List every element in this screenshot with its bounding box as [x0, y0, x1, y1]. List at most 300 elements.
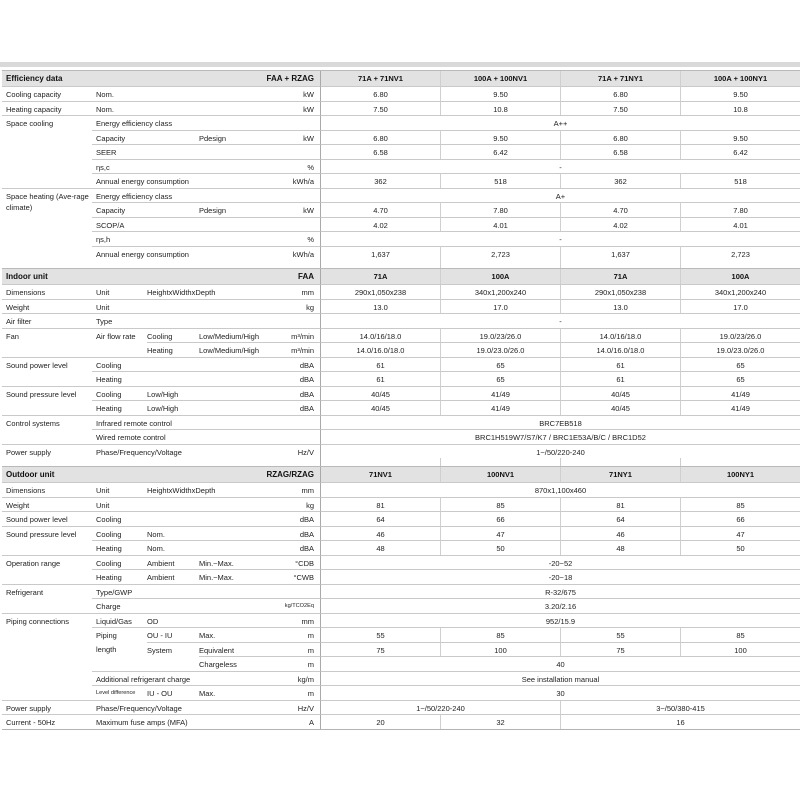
- row-label: Refrigerant: [2, 584, 92, 599]
- row-label: SCOP/A: [92, 217, 262, 232]
- value-cell: 19.0/23/26.0: [440, 328, 560, 343]
- row-label: Phase/Frequency/Voltage: [92, 444, 262, 459]
- row-label: HeightxWidthxDepth: [147, 284, 262, 299]
- column-header: 100A: [680, 269, 800, 284]
- section-header-left: [2, 71, 320, 86]
- row-label: Power supply: [2, 700, 92, 715]
- row-label: Infrared remote control: [92, 415, 262, 430]
- row-label: [2, 671, 92, 686]
- value-cell: 870x1,100x460: [320, 482, 800, 497]
- value-cell: 6.80: [560, 86, 680, 101]
- row-label: Equivalent: [199, 642, 262, 657]
- value-cell: 4.02: [560, 217, 680, 232]
- value-cell: 55: [560, 627, 680, 642]
- value-cell: 6.42: [680, 144, 800, 159]
- top-divider-band: [0, 62, 800, 67]
- row-label: Nom.: [92, 86, 262, 101]
- value-cell: 9.50: [440, 130, 560, 145]
- gap-left: [2, 458, 320, 466]
- section-title: Indoor unit: [6, 272, 48, 281]
- table-row: [2, 598, 800, 613]
- row-label: Heating: [92, 540, 147, 555]
- unit-label: mm: [262, 482, 320, 497]
- row-label: Nom.: [92, 101, 262, 116]
- value-cell: 40: [320, 656, 800, 671]
- value-cell: 40/45: [320, 386, 440, 401]
- table-row: [2, 144, 800, 159]
- value-cell: 10.8: [440, 101, 560, 116]
- value-cell: 4.70: [320, 202, 440, 217]
- table-row: [2, 130, 800, 145]
- value-cell: 6.42: [440, 144, 560, 159]
- unit-label: [262, 217, 320, 232]
- row-label: Phase/Frequency/Voltage: [92, 700, 262, 715]
- row-label: Ambient: [147, 569, 199, 584]
- row-label: IU - OU: [147, 685, 199, 700]
- value-cell: 100: [440, 642, 560, 657]
- row-label: Level difference: [92, 685, 147, 700]
- column-header: 71NV1: [320, 467, 440, 482]
- value-cell: 6.58: [560, 144, 680, 159]
- row-label: Heating: [92, 569, 147, 584]
- row-label: [2, 246, 92, 261]
- value-cell: -: [320, 159, 800, 174]
- row-label: [2, 144, 92, 159]
- row-label: [2, 642, 92, 657]
- unit-label: dBA: [262, 400, 320, 415]
- row-label: Low/High: [147, 400, 262, 415]
- value-cell: 518: [440, 173, 560, 188]
- row-label: Capacity: [92, 202, 199, 217]
- row-label: OU - IU: [147, 627, 199, 642]
- table-row: [2, 555, 800, 570]
- value-cell: 55: [320, 627, 440, 642]
- row-label: Heating capacity: [2, 101, 92, 116]
- table-row: [2, 415, 800, 430]
- column-header: 100NY1: [680, 467, 800, 482]
- row-label: [2, 569, 92, 584]
- table-row: [2, 342, 800, 357]
- value-cell: 48: [320, 540, 440, 555]
- column-header: 100NV1: [440, 467, 560, 482]
- row-label: Sound pressure level: [2, 386, 92, 401]
- unit-label: [262, 115, 320, 130]
- table-row: [2, 429, 800, 444]
- section-header-row: [2, 466, 800, 482]
- value-cell: 46: [560, 526, 680, 541]
- row-label: [2, 429, 92, 444]
- row-label: [2, 231, 92, 246]
- unit-label: Hz/V: [262, 444, 320, 459]
- row-label: Control systems: [2, 415, 92, 430]
- unit-label: m: [262, 685, 320, 700]
- value-cell: 1~/50/220-240: [320, 700, 560, 715]
- value-cell: BRC7EB518: [320, 415, 800, 430]
- value-cell: 17.0: [680, 299, 800, 314]
- row-label: System: [147, 642, 199, 657]
- value-cell: 290x1,050x238: [320, 284, 440, 299]
- value-cell: 100: [680, 642, 800, 657]
- value-cell: 6.80: [320, 130, 440, 145]
- row-label: [2, 627, 92, 642]
- value-cell: 61: [560, 371, 680, 386]
- unit-label: [262, 415, 320, 430]
- value-cell: 65: [440, 357, 560, 372]
- value-cell: 362: [320, 173, 440, 188]
- unit-label: %: [262, 231, 320, 246]
- row-label: Air filter: [2, 313, 92, 328]
- unit-label: A: [262, 714, 320, 729]
- table-row: [2, 159, 800, 174]
- value-cell: 20: [320, 714, 440, 729]
- row-label: Pdesign: [199, 130, 262, 145]
- row-label: [92, 342, 147, 357]
- unit-label: [262, 144, 320, 159]
- row-label: Cooling capacity: [2, 86, 92, 101]
- value-cell: 362: [560, 173, 680, 188]
- row-label: [2, 342, 92, 357]
- value-cell: 4.70: [560, 202, 680, 217]
- value-cell: 4.02: [320, 217, 440, 232]
- unit-label: %: [262, 159, 320, 174]
- value-cell: 9.50: [680, 86, 800, 101]
- table-row: [2, 642, 800, 657]
- table-row: [2, 584, 800, 599]
- value-cell: -20~52: [320, 555, 800, 570]
- row-label: [2, 130, 92, 145]
- value-cell: 17.0: [440, 299, 560, 314]
- value-cell: 61: [320, 371, 440, 386]
- row-label: [2, 400, 92, 415]
- value-cell: 48: [560, 540, 680, 555]
- value-cell: R-32/675: [320, 584, 800, 599]
- value-cell: 290x1,050x238: [560, 284, 680, 299]
- unit-label: kg: [262, 497, 320, 512]
- value-cell: 61: [560, 357, 680, 372]
- table-row: [2, 714, 800, 729]
- column-header: 71A: [320, 269, 440, 284]
- value-cell: 4.01: [440, 217, 560, 232]
- unit-label: [262, 313, 320, 328]
- row-label: Ambient: [147, 555, 199, 570]
- section-model-label: FAA + RZAG: [266, 74, 314, 83]
- row-label: Weight: [2, 299, 92, 314]
- row-label: Sound pressure level: [2, 526, 92, 541]
- row-label: Sound power level: [2, 357, 92, 372]
- row-label: Unit: [92, 299, 262, 314]
- value-cell: 19.0/23/26.0: [680, 328, 800, 343]
- spec-table: [2, 70, 800, 730]
- value-cell: A+: [320, 188, 800, 203]
- value-cell: 32: [440, 714, 560, 729]
- row-label: Cooling: [92, 511, 262, 526]
- value-cell: 81: [320, 497, 440, 512]
- gap-cell: [440, 260, 560, 268]
- column-header: 100A + 100NV1: [440, 71, 560, 86]
- table-row: [2, 540, 800, 555]
- value-cell: 64: [320, 511, 440, 526]
- section-header-left: [2, 467, 320, 482]
- row-label: Air flow rate: [92, 328, 147, 343]
- unit-label: kW: [262, 101, 320, 116]
- row-label: Energy efficiency class: [92, 115, 262, 130]
- row-label: Max.: [199, 627, 262, 642]
- value-cell: 14.0/16/18.0: [560, 328, 680, 343]
- value-cell: 1,637: [560, 246, 680, 261]
- table-row: [2, 173, 800, 188]
- value-cell: 9.50: [680, 130, 800, 145]
- table-row: [2, 371, 800, 386]
- row-label: [2, 173, 92, 188]
- row-label: Nom.: [147, 526, 262, 541]
- table-row: [2, 627, 800, 642]
- row-label: length: [96, 644, 117, 654]
- value-cell: 30: [320, 685, 800, 700]
- table-row: [2, 482, 800, 497]
- row-label: SEER: [92, 144, 262, 159]
- table-row: [2, 357, 800, 372]
- value-cell: 85: [680, 627, 800, 642]
- table-row: [2, 101, 800, 116]
- value-cell: 40/45: [320, 400, 440, 415]
- value-cell: 41/49: [680, 400, 800, 415]
- row-label: Max.: [199, 685, 262, 700]
- row-label: Capacity: [92, 130, 199, 145]
- row-label: OD: [147, 613, 262, 628]
- row-label: Heating: [92, 371, 262, 386]
- row-label: [2, 217, 92, 232]
- section-gap: [2, 260, 800, 268]
- table-row: [2, 444, 800, 459]
- row-label: Current - 50Hz: [2, 714, 92, 729]
- table-row: [2, 284, 800, 299]
- row-label: Energy efficiency class: [92, 188, 262, 203]
- value-cell: 19.0/23.0/26.0: [440, 342, 560, 357]
- value-cell: 14.0/16.0/18.0: [320, 342, 440, 357]
- table-row: [2, 656, 800, 671]
- value-cell: 41/49: [440, 400, 560, 415]
- row-label: Dimensions: [2, 284, 92, 299]
- value-cell: 64: [560, 511, 680, 526]
- unit-label: m: [262, 656, 320, 671]
- row-label: ηs,h: [92, 231, 262, 246]
- unit-label: kW: [262, 202, 320, 217]
- unit-label: dBA: [262, 526, 320, 541]
- gap-cell: [320, 458, 440, 466]
- value-cell: 46: [320, 526, 440, 541]
- value-cell: -20~18: [320, 569, 800, 584]
- row-label: Wired remote control: [92, 429, 262, 444]
- value-cell: 13.0: [560, 299, 680, 314]
- value-cell: -: [320, 313, 800, 328]
- row-label: Type: [92, 313, 262, 328]
- gap-left: [2, 260, 320, 268]
- value-cell: 2,723: [440, 246, 560, 261]
- value-cell: 10.8: [680, 101, 800, 116]
- row-label: [2, 159, 92, 174]
- unit-label: dBA: [262, 511, 320, 526]
- unit-label: kg/m: [262, 671, 320, 686]
- value-cell: 3.20/2.16: [320, 598, 800, 613]
- value-cell: 1~/50/220-240: [320, 444, 800, 459]
- value-cell: 75: [560, 642, 680, 657]
- value-cell: 7.80: [680, 202, 800, 217]
- value-cell: 85: [680, 497, 800, 512]
- row-label: Pdesign: [199, 202, 262, 217]
- row-label: Additional refrigerant charge: [92, 671, 262, 686]
- row-label: [2, 598, 92, 613]
- row-label: Cooling: [147, 328, 199, 343]
- row-label: [2, 202, 92, 217]
- section-title: Outdoor unit: [6, 470, 55, 479]
- table-row: [2, 299, 800, 314]
- row-label: Nom.: [147, 540, 262, 555]
- row-label: [92, 656, 147, 671]
- value-cell: 7.80: [440, 202, 560, 217]
- row-label: Dimensions: [2, 482, 92, 497]
- value-cell: 85: [440, 627, 560, 642]
- section-header-left: [2, 269, 320, 284]
- row-label: [2, 685, 92, 700]
- row-label: Space heating (Ave-rage climate): [2, 188, 92, 203]
- row-label: Operation range: [2, 555, 92, 570]
- row-label: [2, 656, 92, 671]
- table-row: [2, 526, 800, 541]
- value-cell: 40/45: [560, 400, 680, 415]
- value-cell: See installation manual: [320, 671, 800, 686]
- value-cell: 6.58: [320, 144, 440, 159]
- row-label: Charge: [92, 598, 262, 613]
- unit-label: °CDB: [262, 555, 320, 570]
- row-label: Unit: [92, 284, 147, 299]
- table-row: [2, 328, 800, 343]
- column-header: 71A + 71NV1: [320, 71, 440, 86]
- row-label: Unit: [92, 482, 147, 497]
- table-row: [2, 497, 800, 512]
- value-cell: 50: [440, 540, 560, 555]
- value-cell: BRC1H519W7/S7/K7 / BRC1E53A/B/C / BRC1D52: [320, 429, 800, 444]
- table-row: [2, 511, 800, 526]
- gap-cell: [320, 260, 440, 268]
- value-cell: 47: [440, 526, 560, 541]
- value-cell: -: [320, 231, 800, 246]
- gap-cell: [560, 458, 680, 466]
- row-label: Maximum fuse amps (MFA): [92, 714, 262, 729]
- row-label: Sound power level: [2, 511, 92, 526]
- row-label: Min.~Max.: [199, 569, 262, 584]
- table-row: [2, 217, 800, 232]
- value-cell: 1,637: [320, 246, 440, 261]
- value-cell: 16: [560, 714, 800, 729]
- value-cell: 952/15.9: [320, 613, 800, 628]
- value-cell: 340x1,200x240: [440, 284, 560, 299]
- row-label: Cooling: [92, 555, 147, 570]
- table-row: [2, 115, 800, 130]
- unit-label: dBA: [262, 357, 320, 372]
- unit-label: kW: [262, 130, 320, 145]
- row-label: Low/Medium/High: [199, 342, 262, 357]
- unit-label: mm: [262, 613, 320, 628]
- table-row: [2, 386, 800, 401]
- unit-label: kg/TCO2Eq: [262, 598, 320, 613]
- row-label: Piping connections: [2, 613, 92, 628]
- row-label: HeightxWidthxDepth: [147, 482, 262, 497]
- value-cell: 3~/50/380-415: [560, 700, 800, 715]
- value-cell: 14.0/16.0/18.0: [560, 342, 680, 357]
- row-label: Chargeless: [199, 656, 262, 671]
- row-label: Type/GWP: [92, 584, 262, 599]
- value-cell: 61: [320, 357, 440, 372]
- gap-cell: [680, 260, 800, 268]
- unit-label: kg: [262, 299, 320, 314]
- table-row: [2, 86, 800, 101]
- table-row: [2, 569, 800, 584]
- value-cell: 66: [440, 511, 560, 526]
- row-label: Cooling: [92, 386, 147, 401]
- table-row: [2, 685, 800, 700]
- value-cell: 47: [680, 526, 800, 541]
- unit-label: Hz/V: [262, 700, 320, 715]
- gap-cell: [680, 458, 800, 466]
- table-row: [2, 700, 800, 715]
- unit-label: [262, 584, 320, 599]
- value-cell: 9.50: [440, 86, 560, 101]
- row-label: Unit: [92, 497, 262, 512]
- column-header: 71A + 71NY1: [560, 71, 680, 86]
- row-label: [2, 371, 92, 386]
- row-label: Fan: [2, 328, 92, 343]
- section-model-label: FAA: [298, 272, 314, 281]
- row-label: Heating: [147, 342, 199, 357]
- gap-cell: [560, 260, 680, 268]
- value-cell: 75: [320, 642, 440, 657]
- value-cell: 7.50: [560, 101, 680, 116]
- value-cell: 4.01: [680, 217, 800, 232]
- row-label: Weight: [2, 497, 92, 512]
- row-label: Low/Medium/High: [199, 328, 262, 343]
- value-cell: 14.0/16/18.0: [320, 328, 440, 343]
- row-label: Annual energy consumption: [92, 173, 262, 188]
- value-cell: 6.80: [320, 86, 440, 101]
- value-cell: 65: [680, 371, 800, 386]
- table-row: [2, 400, 800, 415]
- unit-label: kWh/a: [262, 173, 320, 188]
- unit-label: °CWB: [262, 569, 320, 584]
- value-cell: 81: [560, 497, 680, 512]
- unit-label: m³/min: [262, 342, 320, 357]
- value-cell: 66: [680, 511, 800, 526]
- column-header: 100A: [440, 269, 560, 284]
- unit-label: kWh/a: [262, 246, 320, 261]
- value-cell: 41/49: [440, 386, 560, 401]
- row-label: Cooling: [92, 357, 262, 372]
- section-header-row: [2, 268, 800, 284]
- column-header: 100A + 100NY1: [680, 71, 800, 86]
- column-header: 71A: [560, 269, 680, 284]
- unit-label: m: [262, 627, 320, 642]
- section-gap: [2, 458, 800, 466]
- section-model-label: RZAG/RZAG: [266, 470, 314, 479]
- value-cell: 85: [440, 497, 560, 512]
- unit-label: mm: [262, 284, 320, 299]
- row-label: Liquid/Gas: [92, 613, 147, 628]
- row-label: [2, 540, 92, 555]
- row-label: Cooling: [92, 526, 147, 541]
- value-cell: 19.0/23.0/26.0: [680, 342, 800, 357]
- table-row: [2, 613, 800, 628]
- table-row: [2, 313, 800, 328]
- row-label: Power supply: [2, 444, 92, 459]
